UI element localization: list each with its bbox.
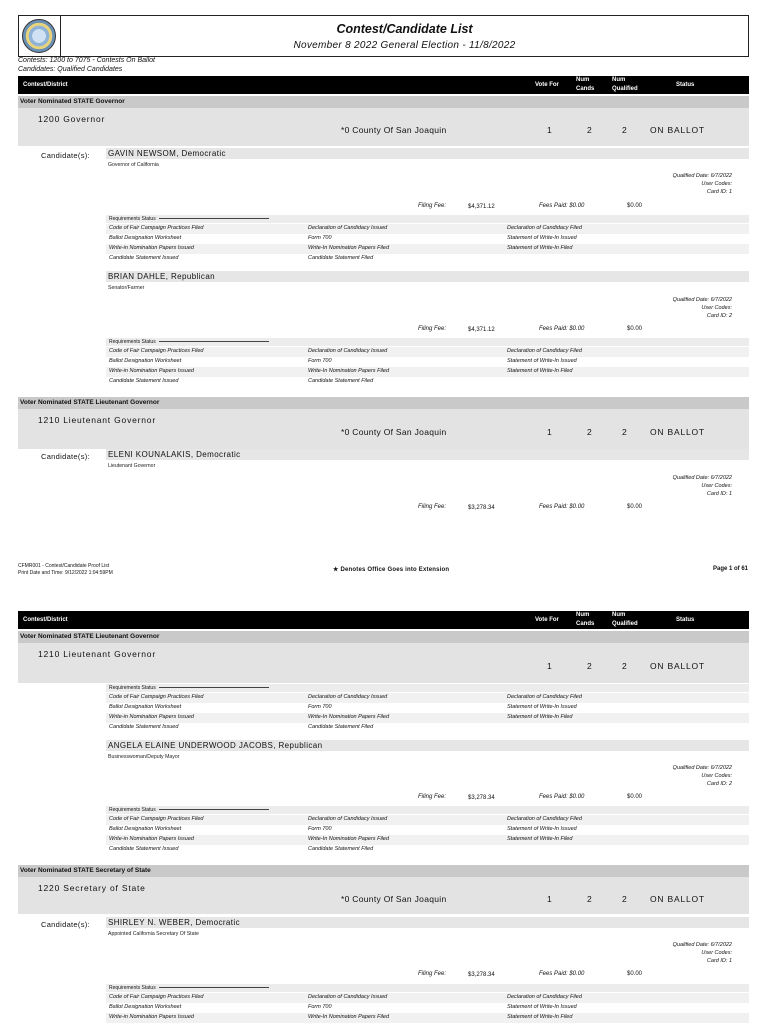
candidate-name: BRIAN DAHLE, Republican [108, 272, 216, 281]
requirement-item: Declaration of Candidacy Issued [308, 225, 388, 231]
requirement-item: Statement of Write-In Issued [507, 1004, 577, 1010]
card-id-value: 1 [728, 491, 732, 497]
user-codes: User Codes: [701, 950, 732, 956]
candidates-label: Candidate(s): [41, 920, 90, 929]
col-status: Status [676, 82, 695, 88]
contest-county: *0 County Of San Joaquin [341, 894, 447, 904]
candidate-name: ELENI KOUNALAKIS, Democratic [108, 450, 241, 459]
requirement-item: Declaration of Candidacy Issued [308, 994, 388, 1000]
contest-name: 1220 Secretary of State [38, 883, 146, 893]
col-num-qual-2: Qualified [612, 86, 638, 92]
section-governor: Voter Nominated STATE Governor [18, 96, 749, 108]
num-cands-value: 2 [587, 661, 592, 671]
requirement-row [106, 703, 749, 713]
candidate-occupation: Lieutenant Governor [108, 463, 156, 469]
vote-for-value: 1 [547, 427, 552, 437]
status-value: ON BALLOT [650, 125, 705, 135]
candidates-label: Candidate(s): [41, 151, 90, 160]
candidates-label: Candidate(s): [41, 452, 90, 461]
card-id-row [673, 957, 732, 965]
requirement-row [106, 1013, 749, 1023]
requirement-item: Statement of Write-In Issued [507, 358, 577, 364]
contest-name: 1210 Lieutenant Governor [38, 415, 156, 425]
requirement-item: Form 700 [308, 235, 332, 241]
requirement-row [106, 713, 749, 723]
section-lieutenant-governor: Voter Nominated STATE Lieutenant Governor [18, 397, 749, 409]
requirement-row [106, 254, 749, 264]
candidate-occupation: Businesswoman/Deputy Mayor [108, 754, 180, 760]
requirement-item: Declaration of Candidacy Filed [507, 994, 582, 1000]
candidate-occupation: Appointed California Secretary Of State [108, 931, 199, 937]
requirement-row [106, 357, 749, 367]
contest-county: *0 County Of San Joaquin [341, 427, 447, 437]
requirement-item: Statement of Write-In Filed [507, 714, 573, 720]
requirement-item: Code of Fair Campaign Practices Filed [109, 694, 204, 700]
filing-fee-label: Filing Fee: [418, 794, 447, 800]
requirement-item: Statement of Write-In Filed [507, 368, 573, 374]
card-id-value: 1 [728, 958, 732, 964]
requirement-item: Ballot Designation Worksheet [109, 826, 182, 832]
candidate-name: ANGELA ELAINE UNDERWOOD JACOBS, Republican [108, 741, 323, 750]
requirement-row [106, 815, 749, 825]
col-num-cands-2: Cands [576, 86, 595, 92]
requirement-row [106, 825, 749, 835]
requirements-grid [106, 224, 749, 264]
requirement-item: Statement of Write-In Filed [507, 1014, 573, 1020]
requirements-label: Requirements Status [109, 685, 156, 691]
requirement-item: Write-In Nomination Papers Filed [308, 1014, 390, 1020]
contest-name: 1200 Governor [38, 114, 106, 124]
fees-paid: Fees Paid: $0.00 [539, 326, 585, 332]
num-cands-value: 2 [587, 125, 592, 135]
vote-for-value: 1 [547, 661, 552, 671]
col-vote-for: Vote For [535, 617, 559, 623]
requirement-item: Statement of Write-In Filed [507, 836, 573, 842]
num-qualified-value: 2 [622, 427, 627, 437]
candidates-filter: Candidates: Qualified Candidates [18, 66, 123, 73]
section-secretary-of-state: Voter Nominated STATE Secretary of State [18, 865, 749, 877]
contest-lieutenant-governor [18, 409, 749, 449]
qualified-date: Qualified Date: 6/7/2022 [672, 475, 732, 481]
requirement-item: Declaration of Candidacy Issued [308, 694, 388, 700]
logo-cell [19, 16, 61, 56]
requirement-item: Candidate Statement Issued [109, 378, 179, 384]
requirement-row [106, 377, 749, 387]
candidate-name: GAVIN NEWSOM, Democratic [108, 149, 226, 158]
requirement-item: Form 700 [308, 1004, 332, 1010]
qualification-info [673, 296, 732, 320]
requirement-row [106, 693, 749, 703]
requirement-row [106, 224, 749, 234]
card-id-row [673, 490, 732, 498]
requirement-item: Write-in Nomination Papers Issued [109, 368, 194, 374]
requirement-item: Declaration of Candidacy Issued [308, 816, 388, 822]
requirements-grid [106, 993, 749, 1023]
requirement-row [106, 835, 749, 845]
card-id-row [673, 188, 732, 196]
requirement-item: Candidate Statement Issued [109, 846, 179, 852]
card-id-label: Card ID: [706, 491, 728, 497]
qualification-info [673, 172, 732, 196]
requirements-header [106, 984, 749, 992]
contest-county: *0 County Of San Joaquin [341, 125, 447, 135]
requirements-label: Requirements Status [109, 807, 156, 813]
requirement-item: Write-in Nomination Papers Issued [109, 714, 194, 720]
candidate-name: SHIRLEY N. WEBER, Democratic [108, 918, 240, 927]
requirement-item: Statement of Write-In Issued [507, 235, 577, 241]
contest-secretary-of-state [18, 877, 749, 914]
candidate-occupation: Senator/Farmer [108, 285, 145, 291]
requirement-item: Code of Fair Campaign Practices Filed [109, 348, 204, 354]
col-status: Status [676, 617, 695, 623]
requirements-header [106, 215, 749, 223]
requirement-item: Write-In Nomination Papers Filed [308, 245, 390, 251]
col-num-qual-1: Num [612, 77, 626, 83]
requirement-item: Ballot Designation Worksheet [109, 235, 182, 241]
requirements-grid [106, 347, 749, 387]
vote-for-value: 1 [547, 125, 552, 135]
report-subtitle: November 8 2022 General Election - 11/8/2022 [293, 40, 516, 51]
qualification-info [673, 474, 732, 498]
card-id-label: Card ID: [706, 313, 728, 319]
card-id-label: Card ID: [706, 781, 728, 787]
requirement-item: Candidate Statement Filed [308, 846, 374, 852]
filing-fee-value: $4,371.12 [468, 204, 495, 210]
card-id-value: 1 [728, 189, 732, 195]
num-qualified-value: 2 [622, 125, 627, 135]
requirement-item: Code of Fair Campaign Practices Filed [109, 994, 204, 1000]
qualification-info [673, 941, 732, 965]
requirement-item: Write-In Nomination Papers Filed [308, 714, 390, 720]
col-num-qual-2: Qualified [612, 621, 638, 627]
fees-paid: Fees Paid: $0.00 [539, 794, 585, 800]
card-id-value: 2 [728, 781, 732, 787]
user-codes: User Codes: [701, 305, 732, 311]
status-value: ON BALLOT [650, 427, 705, 437]
card-id-row [673, 312, 732, 320]
user-codes: User Codes: [701, 181, 732, 187]
card-id-row [673, 780, 732, 788]
extension-legend: ★ Denotes Office Goes into Extension [333, 567, 450, 573]
filing-fee-value: $3,278.34 [468, 972, 495, 978]
requirement-item: Candidate Statement Issued [109, 724, 179, 730]
page-number: Page 1 of 61 [712, 566, 748, 572]
report-id: CFMR001 - Contest/Candidate Proof List [18, 563, 110, 569]
requirement-item: Form 700 [308, 704, 332, 710]
requirement-item: Code of Fair Campaign Practices Filed [109, 225, 204, 231]
requirement-item: Write-in Nomination Papers Issued [109, 1014, 194, 1020]
requirement-item: Form 700 [308, 826, 332, 832]
col-num-cands-1: Num [576, 77, 590, 83]
filing-fee-label: Filing Fee: [418, 326, 447, 332]
fees-paid: Fees Paid: $0.00 [539, 504, 585, 510]
fees-amount: $0.00 [627, 326, 643, 332]
fees-amount: $0.00 [627, 203, 643, 209]
requirements-label: Requirements Status [109, 216, 156, 222]
requirement-row [106, 845, 749, 855]
fees-amount: $0.00 [627, 971, 643, 977]
requirements-header [106, 684, 749, 692]
filing-fee-label: Filing Fee: [418, 504, 447, 510]
requirement-item: Declaration of Candidacy Issued [308, 348, 388, 354]
requirement-row [106, 234, 749, 244]
fees-amount: $0.00 [627, 504, 643, 510]
requirement-item: Write-in Nomination Papers Issued [109, 836, 194, 842]
num-qualified-value: 2 [622, 894, 627, 904]
col-num-cands-2: Cands [576, 621, 595, 627]
requirement-row [106, 993, 749, 1003]
requirement-item: Write-In Nomination Papers Filed [308, 368, 390, 374]
requirement-item: Candidate Statement Issued [109, 255, 179, 261]
report-header [18, 15, 749, 57]
requirement-item: Candidate Statement Filed [308, 378, 374, 384]
qualified-date: Qualified Date: 6/7/2022 [672, 765, 732, 771]
requirement-item: Ballot Designation Worksheet [109, 704, 182, 710]
qualified-date: Qualified Date: 6/7/2022 [672, 297, 732, 303]
requirement-item: Code of Fair Campaign Practices Filed [109, 816, 204, 822]
qualified-date: Qualified Date: 6/7/2022 [672, 942, 732, 948]
requirements-label: Requirements Status [109, 339, 156, 345]
column-header-bar [18, 611, 749, 629]
card-id-label: Card ID: [706, 189, 728, 195]
contests-range: Contests: 1200 to 7075 - Contests On Ballot [18, 57, 155, 64]
section-lieutenant-governor: Voter Nominated STATE Lieutenant Governor [18, 631, 749, 643]
contest-governor [18, 108, 749, 146]
fees-amount: $0.00 [627, 794, 643, 800]
fees-paid: Fees Paid: $0.00 [539, 203, 585, 209]
col-contest-district: Contest/District [23, 617, 68, 623]
requirement-item: Declaration of Candidacy Filed [507, 694, 582, 700]
candidate-occupation: Governor of California [108, 162, 159, 168]
requirements-grid [106, 815, 749, 855]
filing-fee-value: $3,278.34 [468, 505, 495, 511]
user-codes: User Codes: [701, 773, 732, 779]
qualification-info [673, 764, 732, 788]
requirement-row [106, 723, 749, 733]
report-footer-info [18, 563, 113, 577]
status-value: ON BALLOT [650, 661, 705, 671]
col-contest-district: Contest/District [23, 82, 68, 88]
requirement-item: Statement of Write-In Issued [507, 826, 577, 832]
user-codes: User Codes: [701, 483, 732, 489]
requirements-header [106, 338, 749, 346]
status-value: ON BALLOT [650, 894, 705, 904]
filing-fee-value: $4,371.12 [468, 327, 495, 333]
qualified-date: Qualified Date: 6/7/2022 [672, 173, 732, 179]
contest-lieutenant-governor [18, 643, 749, 683]
contest-name: 1210 Lieutenant Governor [38, 649, 156, 659]
requirement-row [106, 347, 749, 357]
requirement-item: Declaration of Candidacy Filed [507, 816, 582, 822]
col-vote-for: Vote For [535, 82, 559, 88]
requirement-item: Ballot Designation Worksheet [109, 1004, 182, 1010]
requirement-item: Statement of Write-In Filed [507, 245, 573, 251]
num-qualified-value: 2 [622, 661, 627, 671]
requirement-item: Statement of Write-In Issued [507, 704, 577, 710]
requirement-item: Declaration of Candidacy Filed [507, 348, 582, 354]
fees-paid: Fees Paid: $0.00 [539, 971, 585, 977]
requirement-item: Form 700 [308, 358, 332, 364]
requirement-item: Write-in Nomination Papers Issued [109, 245, 194, 251]
requirements-label: Requirements Status [109, 985, 156, 991]
requirement-item: Write-In Nomination Papers Filed [308, 836, 390, 842]
requirement-row [106, 1003, 749, 1013]
county-seal-logo [22, 19, 56, 53]
col-num-cands-1: Num [576, 612, 590, 618]
card-id-label: Card ID: [706, 958, 728, 964]
filing-fee-label: Filing Fee: [418, 971, 447, 977]
filing-fee-label: Filing Fee: [418, 203, 447, 209]
vote-for-value: 1 [547, 894, 552, 904]
requirements-grid [106, 693, 749, 733]
requirements-header [106, 806, 749, 814]
requirement-item: Candidate Statement Filed [308, 724, 374, 730]
col-num-qual-1: Num [612, 612, 626, 618]
report-title: Contest/Candidate List [336, 22, 473, 36]
column-header-bar [18, 76, 749, 94]
requirement-row [106, 244, 749, 254]
num-cands-value: 2 [587, 427, 592, 437]
print-date: Print Date and Time: 9/12/2022 1:04:59PM [18, 570, 113, 576]
requirement-item: Ballot Designation Worksheet [109, 358, 182, 364]
requirement-row [106, 367, 749, 377]
requirement-item: Candidate Statement Filed [308, 255, 374, 261]
card-id-value: 2 [728, 313, 732, 319]
num-cands-value: 2 [587, 894, 592, 904]
requirement-item: Declaration of Candidacy Filed [507, 225, 582, 231]
filing-fee-value: $3,278.34 [468, 795, 495, 801]
